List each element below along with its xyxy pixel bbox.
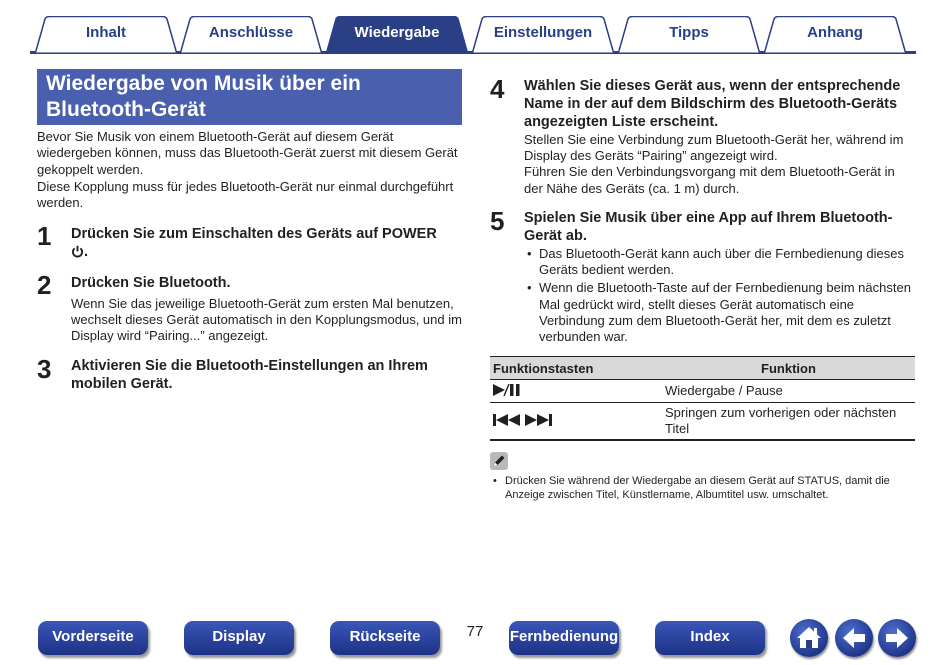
step-body-paragraph: Stellen Sie eine Verbindung zum Bluetooth-Gerät her, während im Display des Geräts “Pairing” angezeigt wird. xyxy=(524,132,904,164)
home-button[interactable] xyxy=(790,619,828,657)
step-heading: Spielen Sie Musik über eine App auf Ihrem Bluetooth-Gerät ab. xyxy=(524,210,893,244)
step-body-paragraph: Führen Sie den Verbindungsvorgang mit dem Bluetooth-Gerät in der Nähe des Geräts (ca. 1 m) durch. xyxy=(524,164,895,196)
function-keys-table xyxy=(490,356,915,441)
step-heading xyxy=(71,225,463,263)
step-heading: Wählen Sie dieses Gerät aus, wenn der entsprechende Name in der auf dem Bildschirm des Bluetooth-Geräts angezeigten Liste erscheint. xyxy=(524,78,901,130)
fernbedienung-button[interactable]: Fernbedienung xyxy=(509,621,619,655)
chapter-tab-bar xyxy=(30,14,916,54)
skip-forward-icon xyxy=(525,412,553,428)
bullet-item: • Das Bluetooth-Gerät kann auch über die Fernbedienung dieses Geräts bedient werden. xyxy=(524,246,915,278)
rueckseite-button[interactable]: Rückseite xyxy=(330,621,440,655)
step-number: 5 xyxy=(490,206,505,236)
note-item: • Drücken Sie während der Wiedergabe an diesem Gerät auf STATUS, damit die Anzeige zwischen Titel, Künstlername, Albumtitel usw. umschaltet. xyxy=(490,474,915,502)
vorderseite-button[interactable]: Vorderseite xyxy=(38,621,148,655)
intro-text xyxy=(37,129,463,212)
tab-label: Einstellungen xyxy=(493,24,593,41)
tab-label: Anhang xyxy=(807,24,863,41)
page-title-line2: Bluetooth-Gerät xyxy=(46,98,206,121)
tab-label: Wiedergabe xyxy=(354,24,440,41)
step-2 xyxy=(37,271,463,346)
arrow-right-icon xyxy=(878,619,916,657)
tab-label: Inhalt xyxy=(86,24,126,41)
step-number: 2 xyxy=(37,270,52,300)
tab-inhalt[interactable] xyxy=(35,16,177,52)
page-number: 77 xyxy=(466,623,484,640)
tab-label: Tipps xyxy=(669,24,709,41)
intro-paragraph: Diese Kopplung muss für jedes Bluetooth-Gerät nur einmal durchgeführt werden. xyxy=(37,178,454,211)
step-number: 4 xyxy=(490,74,505,104)
step-heading: Aktivieren Sie die Bluetooth-Einstellungen an Ihrem mobilen Gerät. xyxy=(71,358,428,392)
arrow-left-icon xyxy=(835,619,873,657)
section-title-box xyxy=(37,69,462,125)
home-icon xyxy=(790,619,828,657)
step-1 xyxy=(37,222,463,262)
display-button[interactable]: Display xyxy=(184,621,294,655)
skip-back-icon xyxy=(493,412,521,428)
tab-einstellungen[interactable] xyxy=(472,16,614,52)
page-title-line1: Wiedergabe von Musik über ein xyxy=(46,72,361,95)
table-header-keys: Funktionstasten xyxy=(490,357,662,380)
play-pause-icon xyxy=(493,382,521,398)
step-heading-text: Drücken Sie zum Einschalten des Geräts auf POWER xyxy=(71,226,437,242)
table-header-row xyxy=(490,357,915,380)
index-button[interactable]: Index xyxy=(655,621,765,655)
table-header-function: Funktion xyxy=(662,357,915,380)
intro-paragraph: Bevor Sie Musik von einem Bluetooth-Gerät auf diesem Gerät wiedergeben können, muss das Bluetooth-Gerät zuerst mit diesem Gerät gekoppelt werden. xyxy=(37,129,458,177)
previous-page-button[interactable] xyxy=(835,619,873,657)
tab-anhang[interactable] xyxy=(764,16,906,52)
tab-label: Anschlüsse xyxy=(208,24,294,41)
step-bullets xyxy=(524,246,915,347)
next-page-button[interactable] xyxy=(878,619,916,657)
power-icon xyxy=(71,245,84,263)
tab-tipps[interactable] xyxy=(618,16,760,52)
step-body xyxy=(524,132,915,197)
table-row xyxy=(490,380,915,403)
step-5 xyxy=(490,207,915,347)
step-number: 3 xyxy=(37,354,52,384)
step-body: Wenn Sie das jeweilige Bluetooth-Gerät zum ersten Mal benutzen, wechselt dieses Gerät automatisch in den Kopplungsmodus, und im Display wird “Pairing...” angezeigt. xyxy=(71,296,462,344)
step-heading: Drücken Sie Bluetooth. xyxy=(71,275,231,291)
table-row xyxy=(490,403,915,441)
note-box xyxy=(490,474,915,504)
tab-wiedergabe[interactable] xyxy=(326,16,468,52)
table-cell-function: Wiedergabe / Pause xyxy=(662,380,915,403)
table-cell-keys xyxy=(490,403,662,441)
step-3 xyxy=(37,355,463,395)
step-number: 1 xyxy=(37,221,52,251)
bullet-item: • Wenn die Bluetooth-Taste auf der Fernbedienung beim nächsten Mal gedrückt wird, stellt dieses Gerät automatisch eine Verbindung zum dem Bluetooth-Gerät her, mit dem es zuletzt verbunden war. xyxy=(524,280,915,345)
table-cell-keys xyxy=(490,380,662,403)
step-heading-suffix: . xyxy=(84,244,89,260)
pencil-icon xyxy=(490,452,508,470)
page-title xyxy=(46,71,453,123)
tab-anschluesse[interactable] xyxy=(180,16,322,52)
table-cell-function: Springen zum vorherigen oder nächsten Titel xyxy=(662,403,915,441)
step-4 xyxy=(490,75,915,200)
